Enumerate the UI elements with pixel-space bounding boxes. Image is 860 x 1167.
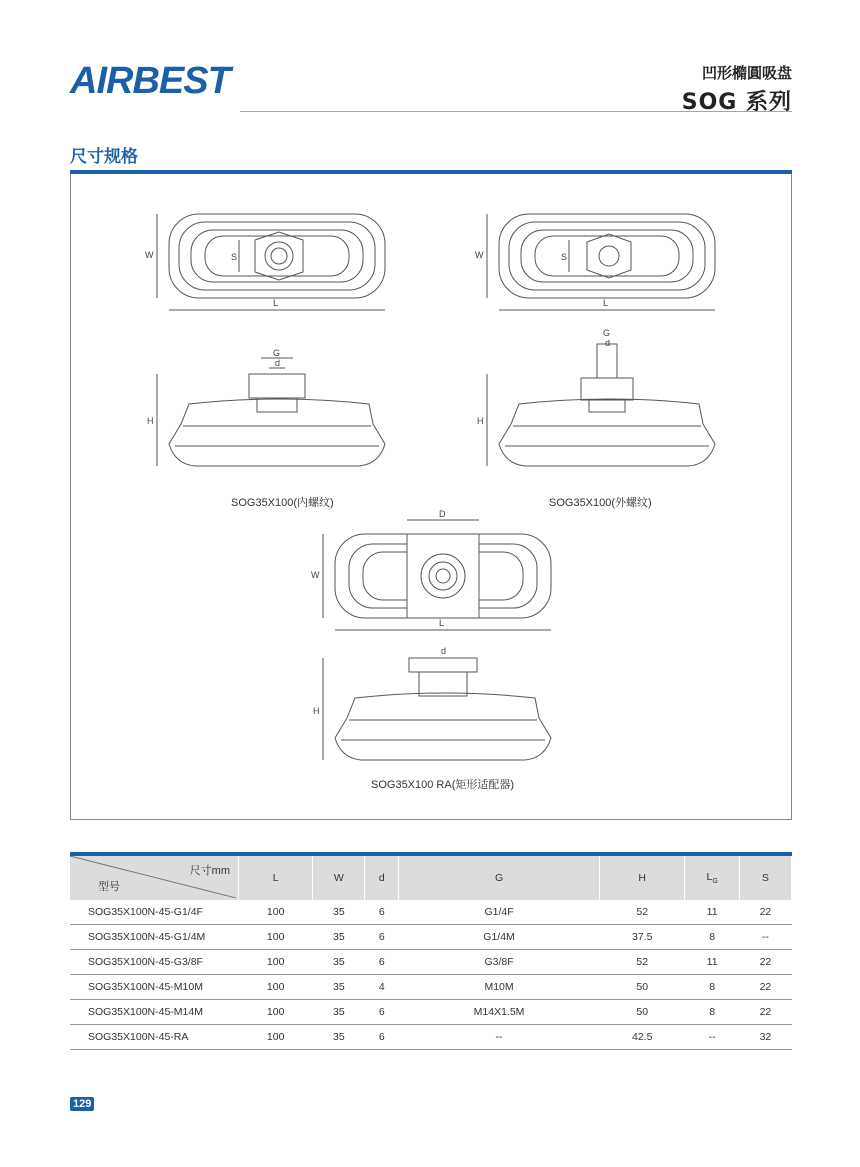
cell-G: G1/4M [399, 925, 600, 950]
svg-text:d: d [275, 358, 281, 368]
technical-drawings [71, 174, 793, 820]
cell-L: 100 [239, 950, 313, 975]
cell-W: 35 [313, 925, 365, 950]
header-col-Lg-main: L [706, 870, 713, 883]
top-view-external [475, 214, 715, 310]
cell-Lg: 11 [685, 950, 739, 975]
side-view-ra [313, 646, 551, 760]
cell-H: 42.5 [600, 1025, 685, 1050]
header-col-G: G [399, 856, 600, 900]
cell-W: 35 [313, 950, 365, 975]
caption-internal-thread: SOG35X100(内螺纹) [231, 497, 334, 509]
svg-text:W: W [145, 250, 154, 260]
cell-Lg: 8 [685, 925, 739, 950]
svg-text:d: d [441, 646, 447, 656]
table-row [70, 900, 792, 925]
top-view-ra [311, 509, 551, 630]
airbest-logo: AIRBEST [70, 60, 230, 102]
svg-text:H: H [477, 416, 484, 426]
header-divider [240, 111, 792, 112]
cell-W: 35 [313, 900, 365, 925]
cell-model: SOG35X100N-45-RA [70, 1025, 239, 1050]
header-col-S: S [739, 856, 791, 900]
header-col-L: L [239, 856, 313, 900]
table-row [70, 950, 792, 975]
cell-model: SOG35X100N-45-G3/8F [70, 950, 239, 975]
cell-G: M14X1.5M [399, 1000, 600, 1025]
cell-S: -- [739, 925, 791, 950]
table-row [70, 975, 792, 1000]
cell-d: 6 [365, 900, 399, 925]
svg-text:W: W [475, 250, 484, 260]
cell-S: 22 [739, 900, 791, 925]
cell-G: G3/8F [399, 950, 600, 975]
cell-Lg: 8 [685, 1000, 739, 1025]
cell-G: M10M [399, 975, 600, 1000]
cell-d: 4 [365, 975, 399, 1000]
caption-external-thread: SOG35X100(外螺纹) [549, 497, 652, 509]
cell-L: 100 [239, 975, 313, 1000]
svg-text:G: G [603, 328, 611, 338]
svg-text:L: L [603, 298, 609, 308]
table-row [70, 925, 792, 950]
header-corner-cell [70, 856, 239, 900]
cell-H: 50 [600, 975, 685, 1000]
cell-H: 52 [600, 900, 685, 925]
svg-text:S: S [231, 252, 238, 262]
top-view-internal [145, 214, 385, 310]
cell-W: 35 [313, 1025, 365, 1050]
page-number: 129 [70, 1097, 94, 1111]
cell-L: 100 [239, 900, 313, 925]
section-title: 尺寸规格 [70, 147, 138, 167]
svg-text:H: H [147, 416, 154, 426]
side-view-external [477, 328, 715, 466]
cell-model: SOG35X100N-45-G1/4F [70, 900, 239, 925]
product-series-title: SOG 系列 [681, 90, 792, 115]
cell-S: 22 [739, 975, 791, 1000]
cell-Lg: 8 [685, 975, 739, 1000]
svg-text:S: S [561, 252, 568, 262]
cell-Lg: 11 [685, 900, 739, 925]
cell-d: 6 [365, 925, 399, 950]
cell-model: SOG35X100N-45-M10M [70, 975, 239, 1000]
drawing-area [70, 174, 792, 820]
cell-L: 100 [239, 925, 313, 950]
cell-W: 35 [313, 975, 365, 1000]
title-block [682, 62, 792, 116]
svg-text:G: G [273, 348, 281, 358]
header-unit: 尺寸mm [189, 865, 230, 877]
table-header-row [70, 856, 792, 900]
caption-rectangular-adapter: SOG35X100 RA(矩形适配器) [371, 779, 515, 791]
cell-d: 6 [365, 1025, 399, 1050]
cell-G: G1/4F [399, 900, 600, 925]
table-row [70, 1025, 792, 1050]
cell-H: 50 [600, 1000, 685, 1025]
cell-model: SOG35X100N-45-M14M [70, 1000, 239, 1025]
cell-model: SOG35X100N-45-G1/4M [70, 925, 239, 950]
svg-text:D: D [439, 509, 446, 519]
cell-d: 6 [365, 950, 399, 975]
cell-L: 100 [239, 1000, 313, 1025]
cell-W: 35 [313, 1000, 365, 1025]
cell-G: -- [399, 1025, 600, 1050]
cell-Lg: -- [685, 1025, 739, 1050]
svg-text:W: W [311, 570, 320, 580]
header-col-Lg-sub: G [712, 878, 718, 886]
cell-L: 100 [239, 1025, 313, 1050]
cell-S: 32 [739, 1025, 791, 1050]
spec-table [70, 856, 792, 1050]
header-col-d: d [365, 856, 399, 900]
side-view-internal [147, 348, 385, 466]
table-row [70, 1000, 792, 1025]
header-col-H: H [600, 856, 685, 900]
header-model: 型号 [98, 881, 120, 893]
cell-S: 22 [739, 950, 791, 975]
header-col-Lg [685, 856, 739, 900]
svg-text:H: H [313, 706, 320, 716]
svg-text:L: L [273, 298, 279, 308]
svg-text:d: d [605, 338, 611, 348]
cell-S: 22 [739, 1000, 791, 1025]
header-col-W: W [313, 856, 365, 900]
cell-H: 37.5 [600, 925, 685, 950]
cell-H: 52 [600, 950, 685, 975]
cell-d: 6 [365, 1000, 399, 1025]
product-title-cn: 凹形橢圓吸盘 [701, 64, 792, 82]
svg-text:L: L [439, 618, 445, 628]
